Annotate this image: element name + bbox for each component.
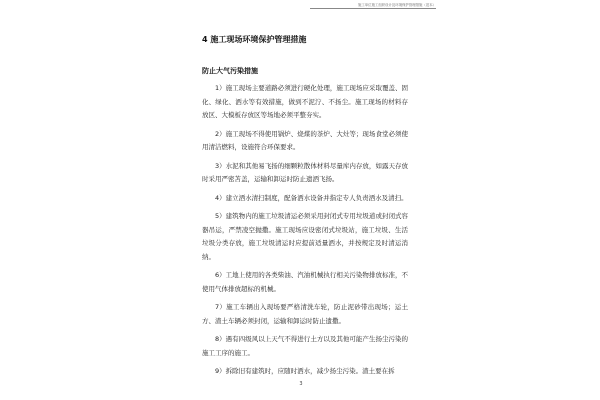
chapter-title: 4 施工现场环境保护管理措施 xyxy=(202,35,307,44)
page-content xyxy=(202,34,408,384)
section-title: 防止大气污染措施 xyxy=(202,67,258,75)
paragraph-8: 8）遇有四级风以上天气不得进行土方以及其他可能产生扬尘污染的施工工序的施工。 xyxy=(202,335,408,357)
running-header: 施工单位施工组织设计及环境保护管理措施（范本） xyxy=(310,3,436,9)
paragraph-5: 5）建筑物内的施工垃圾清运必须采用封闭式专用垃圾道或封闭式容器吊运，严禁凌空抛撒。施工现场应设密闭式垃圾站，施工垃圾、生活垃圾分类存放，施工垃圾清运时应提前适量洒水，并按规定及时清运消纳。 xyxy=(202,212,408,261)
paragraph-7: 7）施工车辆出入现场要严格清洗车轮，防止泥砂带出现场；运土方、渣土车辆必须封闭，运输和卸运时防止遗撒。 xyxy=(202,303,408,325)
paragraph-1: 1）施工现场主要道路必须进行硬化处理，施工现场应采取覆盖、固化、绿化、洒水等有效措施，做到不泥泞、不扬尘。施工现场的材料存放区、大模板存放区等场地必须平整夯实。 xyxy=(202,84,408,119)
paragraph-4: 4）建立洒水清扫制度，配备洒水设备并指定专人负责洒水及清扫。 xyxy=(215,193,408,202)
paragraph-3: 3）水泥和其他易飞扬的细颗粒散体材料尽量库内存放，如露天存放时采用严密苫盖，运输和卸运时防止遗洒飞扬。 xyxy=(202,161,408,183)
paragraph-2: 2）施工现场不得使用锅炉、烧煤的茶炉、大灶等；现场食堂必须使用清洁燃料，设施符合环保要求。 xyxy=(202,129,408,151)
paragraph-9: 9）拆除旧有建筑时，应随时洒水，减少扬尘污染。渣土要在拆 xyxy=(215,367,395,375)
page-number: 3 xyxy=(299,381,303,387)
paragraph-6: 6）工地上使用的各类柴油、汽油机械执行相关污染物排放标准，不使用气体排放超标的机械。 xyxy=(202,271,408,293)
